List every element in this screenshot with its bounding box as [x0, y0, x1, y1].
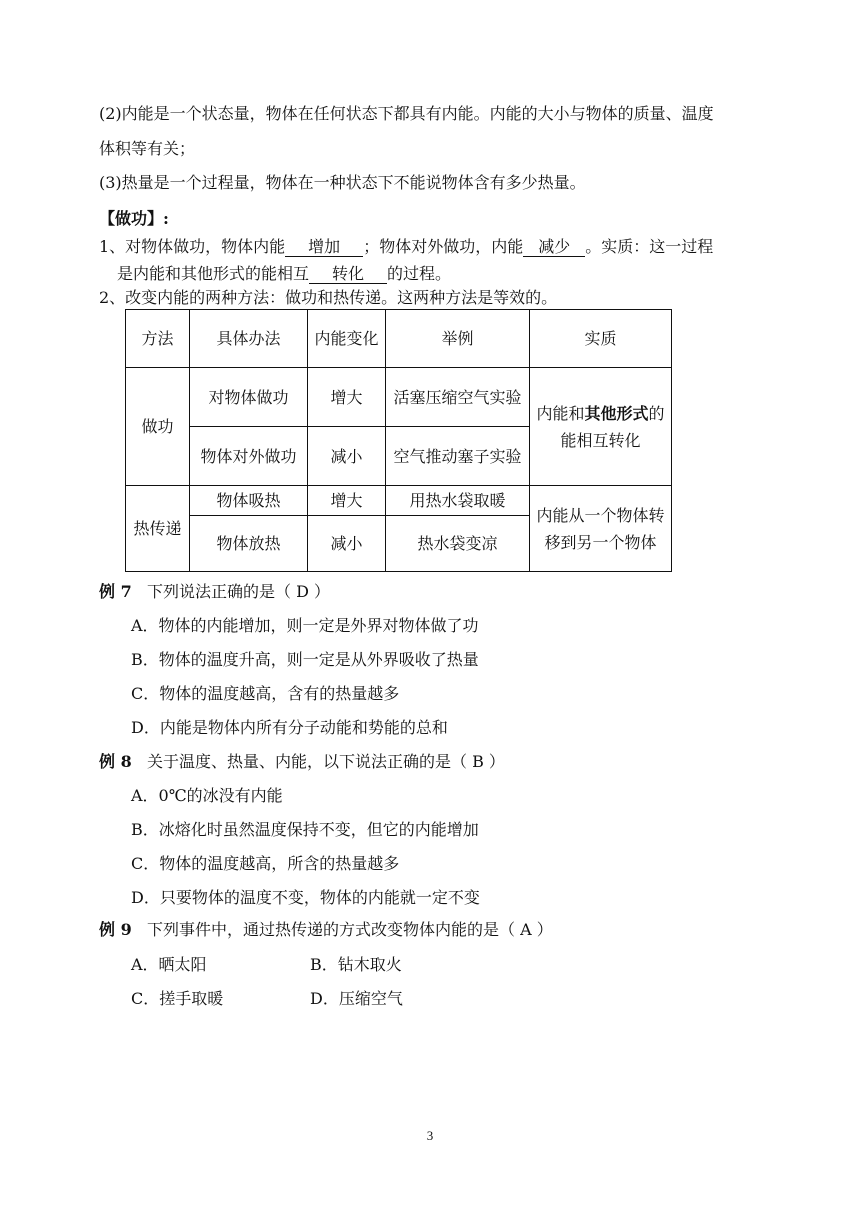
- item-1-text-c: 。实质：这一过程: [585, 237, 714, 256]
- example-cell: 空气推动塞子实验: [386, 427, 530, 486]
- example-8-text: 关于温度、热量、内能，以下说法正确的是（ B ）: [146, 752, 505, 771]
- methods-table: [125, 309, 672, 572]
- example-9-option-d: D．压缩空气: [310, 989, 403, 1008]
- item-1-text-a: 1、对物体做功，物体内能: [99, 237, 286, 256]
- example-8-option-b: B．冰熔化时虽然温度保持不变，但它的内能增加: [131, 820, 479, 839]
- blank-decrease: 减少: [523, 238, 585, 257]
- item-1-cont: [117, 264, 451, 284]
- example-8-option-c: C．物体的温度越高，所含的热量越多: [131, 854, 400, 873]
- table-header-row: [126, 310, 672, 368]
- change-cell: 减小: [308, 516, 386, 572]
- header-how: 具体办法: [190, 310, 308, 368]
- change-cell: 增大: [308, 368, 386, 427]
- method-heat: 热传递: [126, 486, 190, 572]
- example-8-option-d: D．只要物体的温度不变，物体的内能就一定不变: [131, 888, 480, 907]
- example-cell: 用热水袋取暖: [386, 486, 530, 516]
- example-7-option-a: A．物体的内能增加，则一定是外界对物体做了功: [131, 616, 479, 635]
- example-8-option-a: A．0℃的冰没有内能: [131, 786, 283, 805]
- blank-convert: 转化: [309, 265, 387, 284]
- example-9-text: 下列事件中，通过热传递的方式改变物体内能的是（ A ）: [146, 920, 553, 939]
- how-cell: 对物体做功: [190, 368, 308, 427]
- example-cell: 活塞压缩空气实验: [386, 368, 530, 427]
- note-2: (2)内能是一个状态量，物体在任何状态下都具有内能。内能的大小与物体的质量、温度: [99, 104, 714, 123]
- example-7-option-b: B．物体的温度升高，则一定是从外界吸收了热量: [131, 650, 479, 669]
- essence-text-b: 的能相互转化: [560, 403, 665, 450]
- example-9-option-c: C．搓手取暖: [131, 989, 224, 1008]
- example-9-label: 例 9: [99, 920, 132, 939]
- how-cell: 物体对外做功: [190, 427, 308, 486]
- essence-text-bold: 其他形式: [584, 403, 649, 423]
- header-essence: 实质: [530, 310, 672, 368]
- section-title: 【做功】:: [99, 209, 169, 228]
- table-row: [126, 368, 672, 427]
- example-9-question: [99, 920, 553, 940]
- item-1-text-e: 的过程。: [387, 264, 452, 283]
- example-9-option-b: B．钻木取火: [310, 955, 402, 974]
- page-number: 3: [426, 1128, 434, 1143]
- example-7-label: 例 7: [99, 582, 132, 601]
- how-cell: 物体放热: [190, 516, 308, 572]
- example-9-option-a: A．晒太阳: [131, 955, 207, 974]
- header-example: 举例: [386, 310, 530, 368]
- essence-heat: 内能从一个物体转移到另一个物体: [530, 486, 672, 572]
- note-3: (3)热量是一个过程量，物体在一种状态下不能说物体含有多少热量。: [99, 173, 586, 192]
- blank-increase: 增加: [285, 238, 363, 257]
- example-8-label: 例 8: [99, 752, 132, 771]
- how-cell: 物体吸热: [190, 486, 308, 516]
- header-method: 方法: [126, 310, 190, 368]
- header-change: 内能变化: [308, 310, 386, 368]
- change-cell: 减小: [308, 427, 386, 486]
- item-1-text-d: 是内能和其他形式的能相互: [117, 264, 310, 283]
- item-1: [99, 237, 713, 257]
- example-7-text: 下列说法正确的是（ D ）: [146, 582, 330, 601]
- note-2-cont: 体积等有关；: [99, 139, 196, 158]
- example-7-option-c: C．物体的温度越高，含有的热量越多: [131, 684, 400, 703]
- essence-text-a: 内能和: [536, 403, 585, 423]
- example-7-option-d: D．内能是物体内所有分子动能和势能的总和: [131, 718, 448, 737]
- method-work: 做功: [126, 368, 190, 486]
- table-row: [126, 486, 672, 516]
- item-2: 2、改变内能的两种方法：做功和热传递。这两种方法是等效的。: [99, 288, 558, 307]
- essence-work: [530, 368, 672, 486]
- example-8-question: [99, 752, 505, 772]
- item-1-text-b: ；物体对外做功，内能: [363, 237, 524, 256]
- change-cell: 增大: [308, 486, 386, 516]
- example-7-question: [99, 582, 330, 602]
- example-cell: 热水袋变凉: [386, 516, 530, 572]
